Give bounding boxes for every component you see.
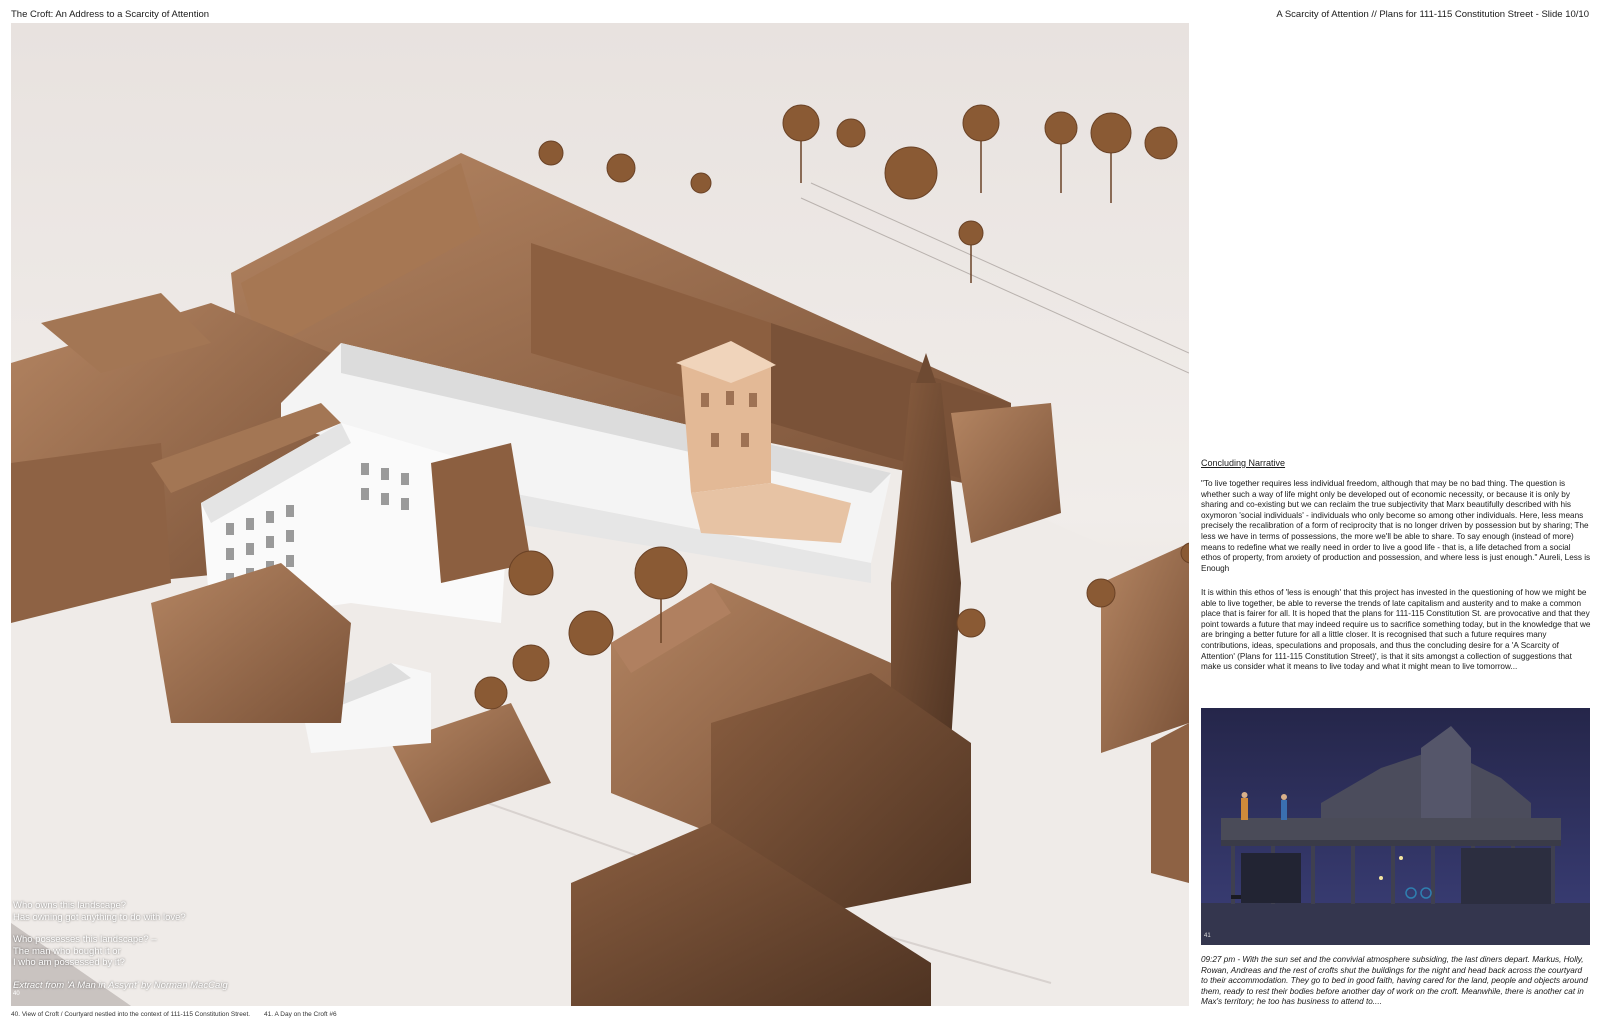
caption-fig41: 41. A Day on the Croft #6 <box>264 1011 337 1018</box>
model-photo <box>11 23 1189 1006</box>
night-scene-caption: 09:27 pm - With the sun set and the convivial atmosphere subsiding, the last diners depart. Markus, Holly, Rowan, Andreas and the rest of crofts shut the buildings for the night and head back across the courtyard to their accommodation. They go to bed in good faith, having cared for the land, people and objects around them, ready to rest their bodies before another day of work on the croft. Meanwhile, there is another cat in Max's territory; he too has business to attend to.... <box>1201 955 1588 1007</box>
poem-line: Who possesses this landscape? – <box>13 934 157 945</box>
poem-extract-credit: Extract from 'A Man in Assynt' by Norman MacCaig <box>13 979 228 991</box>
poem-line: I who am possessed by it? <box>13 957 125 968</box>
night-elevation-illustration <box>1201 708 1590 945</box>
night-scene-image <box>1201 708 1590 945</box>
poem-line: The man who bought it or <box>13 945 121 957</box>
caption-fig40: 40. View of Croft / Courtyard nestled into the context of 111-115 Constitution Street. <box>11 1011 251 1018</box>
narrative-paragraph-1: "To live together requires less individual freedom, although that may be no bad thing. The question is whether such a way of life might only be developed out of economic necessity, or because it is only by sharing and co-existing but we can reclaim the true subjectivity that Marx beautifully described with his oxymoron 'social individuals' - individuals who only become so among other individuals. Here, less means precisely the recalibration of a form of reciprocity that is no longer driven by possession but by sharing; The less we have in terms of possessions, the more we'll be able to share. To say enough (instead of more) means to redefine what we really need in order to live a good life - that is, a life detached from a social ethos of property, from anxiety of production and possession, and where less is just enough." Aureli, Less is Enough <box>1201 479 1591 573</box>
poem-line: Has owning got anything to do with love? <box>13 911 186 923</box>
figure-number-40: 40 <box>13 991 20 997</box>
header-left-title: The Croft: An Address to a Scarcity of Attention <box>11 9 210 20</box>
poem-line: Who owns this landscape? <box>13 900 127 911</box>
header-right-title: A Scarcity of Attention // Plans for 111-115 Constitution Street - Slide 10/10 <box>1276 9 1589 20</box>
narrative-heading: Concluding Narrative <box>1201 458 1286 468</box>
figure-number-41: 41 <box>1204 933 1211 939</box>
site-model-illustration <box>11 23 1189 1006</box>
poem-block <box>13 900 228 991</box>
narrative-paragraph-2: It is within this ethos of 'less is enough' that this project has invested in the questioning of how we might be able to live together, be able to reverse the trends of late capitalism and austerity and to make a common place that is fairer for all. It is hoped that the plans for 111-115 Constitution St. are provocative and that they point towards a future that may indeed require us to sacrifice something today, but in the knowledge that we are bringing a better future for all a little closer. It is recognised that such a future requires many contributions, ideas, speculations and proposals, and thus the concluding desire for a 'A Scarcity of Attention' (Plans for 111-115 Constitution Street)', is that it sits amongst a collection of suggestions that make us consider what it means to live today and what it might mean to live tomorrow... <box>1201 588 1591 672</box>
